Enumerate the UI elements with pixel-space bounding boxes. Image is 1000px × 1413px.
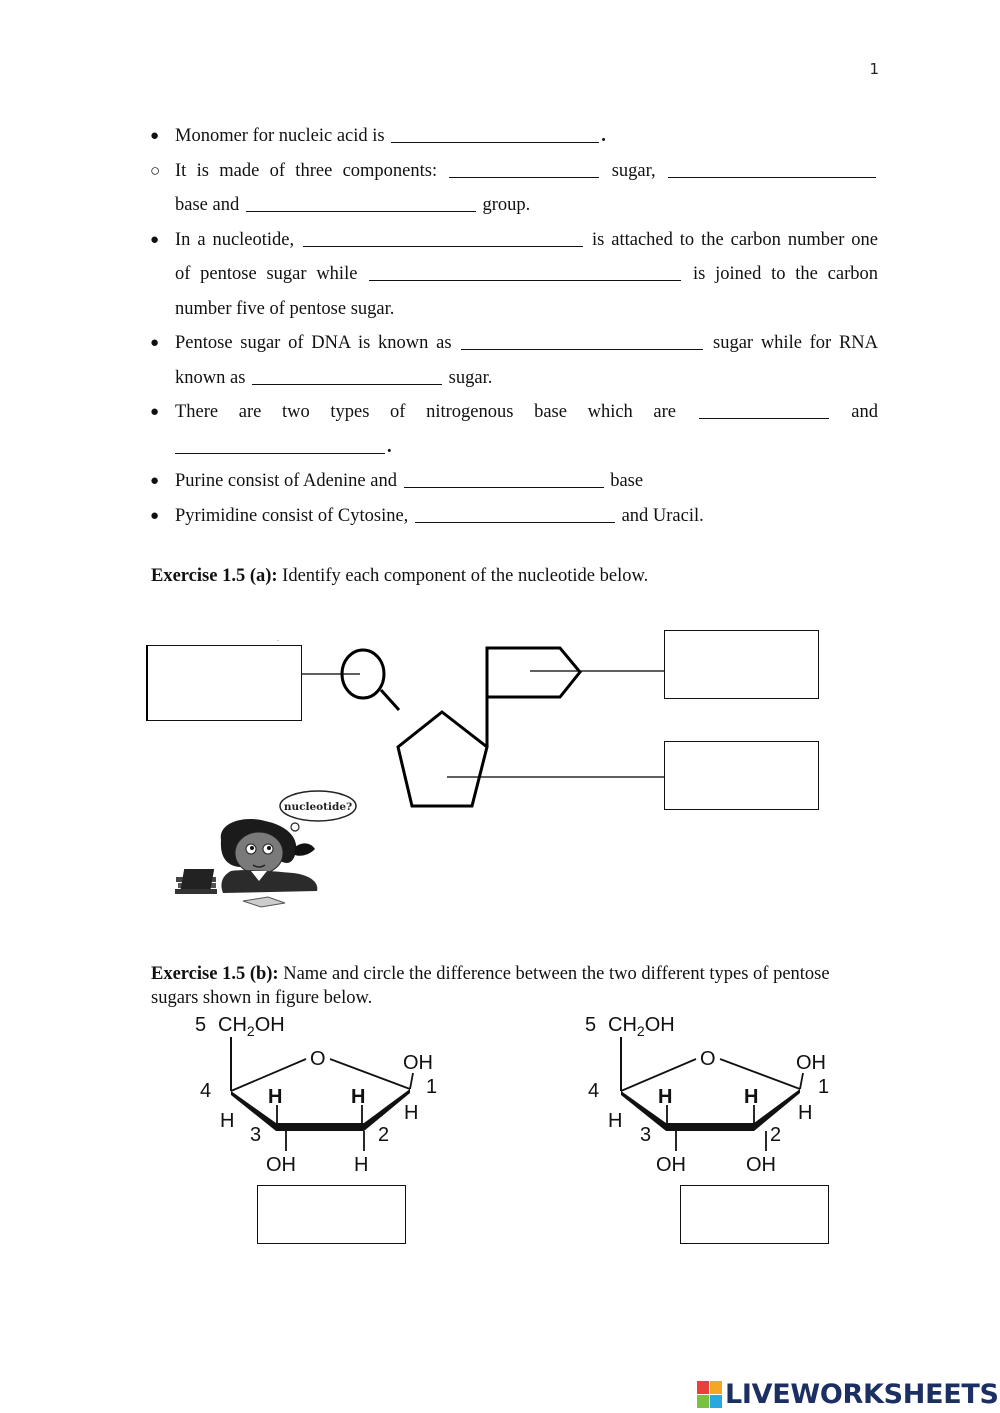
carbon1-number: 1 [818, 1076, 830, 1098]
carbon2-number: 2 [378, 1124, 390, 1146]
answer-blank[interactable] [699, 398, 829, 419]
ring-h-right: H [744, 1086, 759, 1108]
question-text: is attached to the carbon number one [585, 229, 878, 250]
question-components-cont [150, 188, 878, 223]
carbon2-number: 2 [770, 1124, 782, 1146]
ring-h-right: H [351, 1086, 366, 1108]
question-text: of pentose sugar while [175, 264, 368, 284]
sugar-structure-left [188, 1005, 468, 1180]
question-text: . [387, 436, 392, 457]
answer-box-sugar-left[interactable] [257, 1185, 406, 1244]
sugar-structure-right [578, 1005, 858, 1180]
question-text: . [601, 126, 606, 146]
ring-oxygen: O [310, 1048, 326, 1070]
thought-bubble-text: nucleotide? [283, 801, 353, 813]
carbon5-number: 5 [195, 1014, 207, 1036]
logo-block [710, 1395, 722, 1408]
answer-blank[interactable] [246, 191, 476, 212]
question-purine [150, 464, 878, 499]
carbon3-number: 3 [640, 1124, 652, 1146]
bullet-filled-icon: ● [150, 473, 160, 489]
bullet-filled-icon: ● [150, 507, 160, 524]
question-nucleotide-cont2 [150, 292, 878, 327]
logo-blocks-icon [697, 1379, 723, 1409]
exercise-label: Exercise 1.5 (b): [151, 964, 279, 984]
ch2oh-group-sub: 2 [636, 1023, 645, 1039]
question-text: Monomer for nucleic acid is [175, 126, 390, 146]
bullet-open-icon: ○ [150, 160, 161, 180]
question-text: known as [175, 367, 251, 388]
girl-pupil [250, 846, 254, 850]
answer-box-base[interactable] [664, 630, 819, 699]
answer-box-sugar[interactable] [664, 741, 819, 810]
ch2oh-group-c: CH [218, 1014, 247, 1036]
bullet-filled-icon: ● [150, 404, 160, 420]
girl-pupil [267, 846, 271, 850]
ring-oxygen: O [700, 1048, 716, 1070]
o-c1-bond [330, 1059, 410, 1089]
carbon5-number: 5 [585, 1014, 597, 1036]
question-list [150, 119, 878, 533]
ring-bottom-bold [276, 1123, 364, 1131]
question-monomer [150, 119, 878, 154]
answer-box-sugar-right[interactable] [680, 1185, 829, 1244]
c1-hydroxyl: OH [403, 1052, 433, 1074]
ch2oh-group-oh: OH [644, 1014, 675, 1036]
logo-block [697, 1395, 709, 1408]
answer-blank[interactable] [303, 226, 583, 247]
ch2oh-group-c: CH [608, 1014, 637, 1036]
question-pentose [150, 326, 878, 361]
exercise-a-heading [151, 564, 648, 588]
c1-hydrogen: H [798, 1102, 813, 1124]
question-nucleotide [150, 223, 878, 258]
ch2oh-group-sub: 2 [246, 1023, 255, 1039]
answer-blank[interactable] [175, 433, 385, 454]
ch2oh-group [218, 1014, 285, 1039]
question-text: is joined to the carbon [683, 264, 878, 284]
question-pyrimidine [150, 499, 878, 534]
carbon4-number: 4 [588, 1080, 600, 1102]
question-text: and [830, 402, 878, 422]
answer-box-phosphate[interactable] [146, 645, 302, 721]
c1-hydrogen: H [404, 1102, 419, 1124]
ch2oh-group [608, 1014, 675, 1039]
bullet-filled-icon: ● [150, 335, 160, 351]
answer-blank[interactable] [461, 329, 703, 350]
question-bases-cont [150, 430, 878, 465]
phosphate-sugar-bond [381, 690, 399, 710]
exercise-label: Exercise 1.5 (a): [151, 566, 278, 586]
laptop [181, 869, 215, 889]
answer-blank[interactable] [404, 467, 604, 488]
answer-blank[interactable] [252, 364, 442, 385]
base-shape [487, 648, 580, 697]
c1-oh-bond [800, 1073, 803, 1089]
carbon4-number: 4 [200, 1080, 212, 1102]
logo-text: LIVEWORKSHEETS [725, 1378, 999, 1410]
question-text: base and [175, 195, 244, 215]
answer-blank[interactable] [391, 122, 599, 143]
bullet-filled-icon: ● [150, 231, 160, 248]
question-pentose-cont [150, 361, 878, 396]
exercise-b-heading [151, 962, 841, 1010]
question-text: group. [477, 195, 531, 215]
bullet-filled-icon: ● [150, 128, 160, 144]
logo-block [697, 1381, 709, 1394]
question-components [150, 154, 878, 189]
question-text: In a nucleotide, [175, 229, 302, 250]
ch2oh-group-oh: OH [254, 1014, 285, 1036]
c1-oh-bond [410, 1073, 413, 1089]
c3-substituent: OH [656, 1154, 686, 1176]
c2-substituent: H [354, 1154, 369, 1176]
question-text: Pyrimidine consist of Cytosine, [175, 505, 413, 526]
question-text: number five of pentose sugar. [175, 298, 395, 319]
girl-body [221, 870, 317, 893]
answer-blank[interactable] [668, 157, 876, 178]
girl-thinking-icon [173, 785, 363, 915]
thought-dot [291, 823, 299, 831]
question-text: sugar. [444, 367, 493, 388]
answer-blank[interactable] [415, 502, 615, 523]
answer-blank[interactable] [369, 260, 681, 281]
sugar-pentagon [398, 712, 487, 806]
o-c1-bond [720, 1059, 800, 1089]
exercise-text: Name and circle the difference between the two different types of pentose sugars shown in figure below. [151, 964, 830, 1008]
c3-substituent: OH [266, 1154, 296, 1176]
c4-hydrogen: H [608, 1110, 623, 1132]
liveworksheets-logo[interactable] [697, 1376, 999, 1412]
ring-bottom-bold [666, 1123, 754, 1131]
exercise-text: Identify each component of the nucleotide below. [277, 566, 649, 586]
question-text: base [605, 471, 644, 491]
c2-substituent: OH [746, 1154, 776, 1176]
page-number: 1 [869, 60, 879, 78]
open-book [243, 897, 285, 907]
girl-hand [295, 843, 315, 855]
question-text: sugar while for RNA [705, 333, 879, 353]
question-text: and Uracil. [616, 505, 704, 526]
carbon1-number: 1 [426, 1076, 438, 1098]
ring-h-left: H [268, 1086, 283, 1108]
question-text: sugar, [601, 160, 666, 181]
books [175, 889, 217, 894]
answer-blank[interactable] [449, 157, 599, 178]
c1-hydroxyl: OH [796, 1052, 826, 1074]
question-text: It is made of three components: [175, 160, 448, 181]
c4-hydrogen: H [220, 1110, 235, 1132]
ring-h-left: H [658, 1086, 673, 1108]
question-text: Pentose sugar of DNA is known as [175, 333, 460, 353]
question-text: There are two types of nitrogenous base which are [175, 402, 697, 422]
question-nucleotide-cont [150, 257, 878, 292]
question-text: Purine consist of Adenine and [175, 471, 402, 491]
carbon3-number: 3 [250, 1124, 262, 1146]
logo-block [710, 1381, 722, 1394]
question-bases [150, 395, 878, 430]
